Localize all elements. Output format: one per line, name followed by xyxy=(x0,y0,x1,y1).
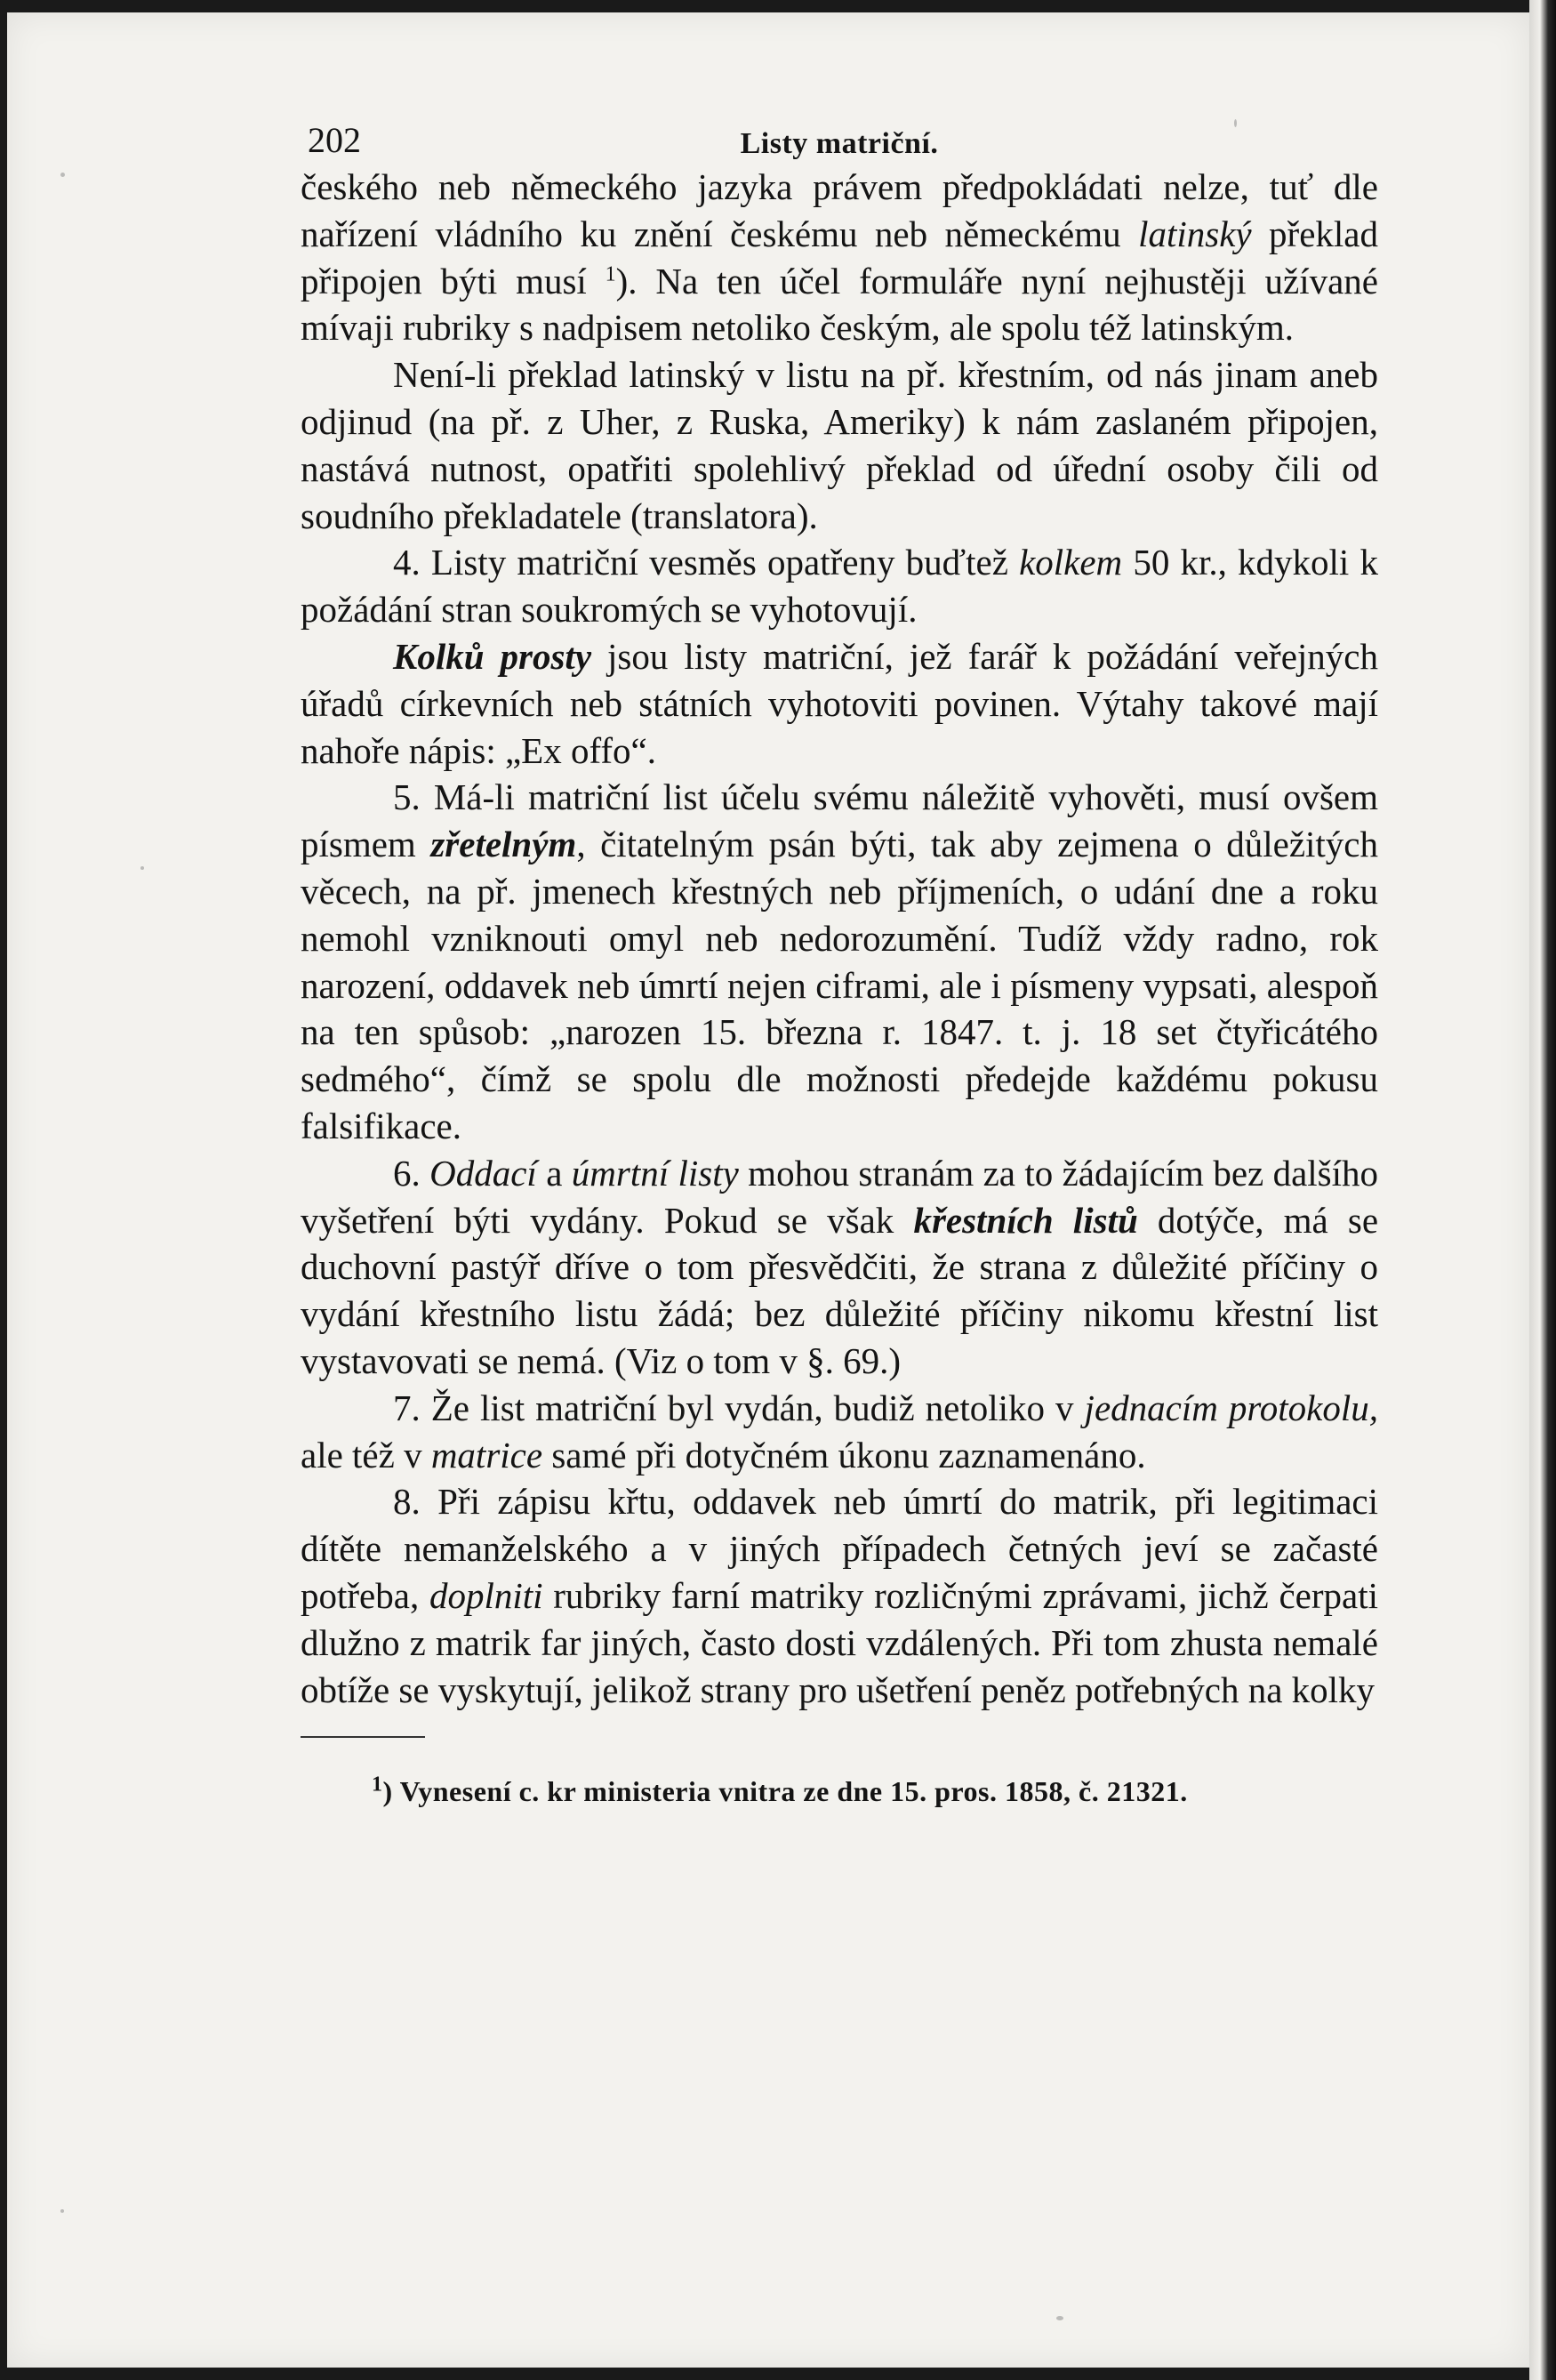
italic-term: kolkem xyxy=(1019,542,1123,583)
footnote-mark: 1 xyxy=(372,1773,383,1797)
text-segment: 5. Má-li matriční list účelu svému náležitě vyhověti, musí ovšem písmem xyxy=(301,776,1378,865)
text-segment: mohou stranám za to žádajícím bez dalšího vyšetření býti vydány. Pokud se však xyxy=(301,1152,1379,1241)
text-segment: a xyxy=(536,1152,572,1194)
paragraph xyxy=(301,351,1378,539)
text-segment: ale též v xyxy=(301,1434,431,1475)
paper-speck xyxy=(60,173,65,177)
paper-speck xyxy=(140,866,144,870)
text-segment: Není-li překlad latinský v listu na př. křestním, od nás jinam aneb odjinud (na př. z Uher, z Ruska, Ameriky) k nám zaslaném připojen, nastává nutnost, opatřiti spolehlivý překlad od úřední osoby čili od soudního překladatele (translatora). xyxy=(301,354,1378,536)
section-paragraph-7 xyxy=(301,1385,1378,1479)
text-segment: 50 kr., kdykoli k požádání stran soukromých se vyhotovují. xyxy=(301,542,1378,631)
emphasized-term: křestních listů xyxy=(913,1199,1138,1241)
text-segment: ). Na ten účel formuláře nyní nejhustěji užívané mívaji rubriky s nadpisem netoliko českým, ale spolu též latinským. xyxy=(301,260,1379,349)
text-segment: českého neb německého jazyka právem předpokládati nelze, tuť dle nařízení vládního ku znění českému neb německému xyxy=(301,166,1378,254)
running-title: Listy matriční. xyxy=(740,127,939,160)
text-segment: překlad připojen býti musí xyxy=(301,213,1378,302)
emphasized-term: zřetelným xyxy=(430,824,577,865)
text-segment: 8. Při zápisu křtu, oddavek neb úmrtí do matrik, při legitimaci dítěte nemanželského a v jiných případech četných jeví se začasté potřeba, xyxy=(301,1481,1378,1616)
italic-term: doplniti xyxy=(429,1574,543,1616)
text-segment: , čitatelným psán býti, tak aby zejmena o důležitých věcech, na př. jmenech křestných neb příjmeních, o udání dne a roku nemohl vzniknouti omyl neb nedorozumění. Tudíž vždy radno, rok narození, oddavek neb úmrtí nejen ciframi, ale i písmeny vypsati, alespoň na ten spůsob: „narozen 15. března r. 1847. t. j. 18 set čtyřicátého sedmého“, čímž se spolu dle možnosti předejde každému pokusu falsifikace. xyxy=(301,824,1378,1146)
running-head xyxy=(301,105,1378,158)
footnote-text: ) Vynesení c. kr ministeria vnitra ze dne 15. pros. 1858, č. 21321. xyxy=(382,1775,1188,1808)
paper-speck xyxy=(60,2209,64,2213)
section-paragraph-4 xyxy=(301,539,1378,633)
italic-term: latinský xyxy=(1138,213,1252,254)
italic-term: úmrtní listy xyxy=(571,1152,739,1194)
italic-term: jednacím protokolu, xyxy=(1084,1387,1378,1428)
footnote xyxy=(301,1768,1378,1815)
page-number: 202 xyxy=(308,120,361,160)
footnote-separator xyxy=(301,1736,425,1738)
footnote-reference[interactable]: 1 xyxy=(605,261,616,285)
text-segment: jsou listy matriční, jež farář k požádání veřejných úřadů církevních neb státních vyhotoviti povinen. Výtahy takové mají nahoře nápis: „Ex offo“. xyxy=(301,635,1378,771)
paper-speck xyxy=(1056,2316,1063,2320)
paragraph xyxy=(301,633,1378,774)
page-text-block xyxy=(301,105,1378,1815)
italic-term: matrice xyxy=(430,1434,543,1475)
italic-term: Oddací xyxy=(429,1152,537,1194)
emphasized-term: Kolků prosty xyxy=(393,635,592,677)
section-paragraph-8 xyxy=(301,1478,1378,1713)
text-segment: 6. xyxy=(393,1152,430,1194)
section-paragraph-6 xyxy=(301,1150,1378,1385)
section-paragraph-5 xyxy=(301,774,1378,1149)
book-spine-edge xyxy=(1529,0,1556,2380)
text-segment: rubriky farní matriky rozličnými zprávami, jichž čerpati dlužno z matrik far jiných, často dosti vzdálených. Při tom zhusta nemalé obtíže se vyskytují, jelikož strany pro ušetření peněz potřebných na kolky xyxy=(301,1574,1378,1710)
text-segment: dotýče, má se duchovní pastýř dříve o tom přesvědčiti, že strana z důležité příčiny o vydání křestního listu žádá; bez důležité příčiny nikomu křestní list vystavovati se nemá. (Viz o tom v §. 69.) xyxy=(301,1199,1379,1381)
text-segment: samé při dotyčném úkonu zaznamenáno. xyxy=(542,1434,1146,1475)
text-segment: 7. Že list matriční byl vydán, budiž netoliko v xyxy=(393,1387,1085,1428)
paragraph xyxy=(301,164,1378,351)
text-segment: 4. Listy matriční vesměs opatřeny buďtež xyxy=(393,542,1020,583)
